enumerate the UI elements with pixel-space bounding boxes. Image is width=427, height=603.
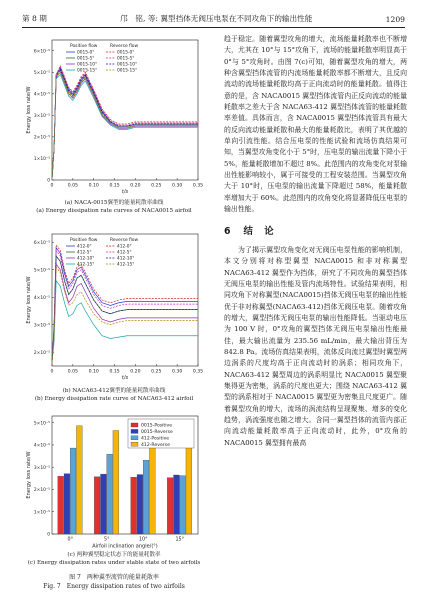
bar (76, 426, 82, 534)
legend-label: 0015-5° (117, 56, 135, 62)
x-tick-label: 0.30 (172, 369, 183, 375)
x-tick-label: 0.10 (88, 369, 99, 375)
bar (94, 477, 100, 534)
bar (70, 448, 76, 534)
bar (64, 474, 70, 534)
chart-fig7c (22, 410, 206, 558)
caption-b-en: (b) Energy dissipation rate curve of NACA63-412 airfoil (34, 396, 194, 402)
header-rule (22, 27, 405, 28)
page-number: 1209 (385, 15, 405, 24)
issue-number: 第 8 期 (22, 14, 47, 23)
caption-c-cn: (c) 两种翼型稳定状态下的能量耗散率 (67, 552, 161, 558)
y-tick-label: 5×10⁻⁵ (33, 70, 50, 76)
y-axis-label: Energy loss rate/W (26, 86, 32, 134)
series-line-reverse (52, 71, 198, 180)
y-tick-label: 4×10⁻⁵ (33, 92, 50, 98)
series-line-reverse (52, 256, 198, 363)
x-tick-label: 0 (50, 369, 54, 375)
y-tick-label: 4×10⁻⁵ (33, 443, 50, 449)
caption-c-en: (c) Energy dissipation rates under stable state of two airfoils (27, 560, 201, 566)
y-tick-label: 1×10⁻⁵ (33, 157, 50, 163)
legend-label: 0015-Positive (141, 423, 173, 429)
x-tick-label: 0.30 (172, 183, 183, 189)
paragraph: 为了揭示翼型攻角变化对无阀压电泵性能的影响机制，本文分别将对称型翼型 NACA0015 和非对称翼型 NACA63-412 翼型作为挡体，研究了不同攻角的翼型挡体无阀压电泵的输出性能及管内流场特性。试验结果表明，相同攻角下对称翼型(NACA0015)挡体无阀压电泵的输出性能优于非对称翼型(NACA63-412)挡体无阀压电泵。随着攻角的增大，翼型挡体无阀压电泵的输出性能降低。当驱动电压为 100 V 时，0°攻角的翼型挡体无阀压电泵输出性能最佳，最大输出流量为 235.56 mL/min，最大输出背压为 842.8 Pa。流场仿真结果表明，流体反向流过翼型时翼型两边涡系的尺度均高于正向流动时的涡系；相同攻角下，NACA63-412 翼型周边的涡系明显比 NACA0015 翼型聚集得更为密集，涡系的尺度也更大；围绕 NACA63-412 翼型的涡系相对于 NACA0015 翼型更为密集且尺度更广。随着翼型攻角的增大，流场的涡流结构呈现聚集、增多的变化趋势，涡流强度也随之增大。含同一翼型挡体的流管内部正向流动能量耗散率高于正向流动时，此外，0°攻角的 NACA0015 翼型拥有最高 (224, 245, 407, 447)
x-tick-label: 0.10 (88, 183, 99, 189)
y-tick-label: 3×10⁻⁵ (33, 465, 50, 471)
y-tick-label: 5×10⁻⁵ (33, 421, 50, 427)
legend-label: 412-10° (77, 256, 95, 262)
x-tick-label: 5° (104, 537, 110, 543)
chart-fig7b (22, 228, 206, 388)
legend-label: 0015-15° (117, 68, 138, 74)
series-line-reverse (52, 267, 198, 363)
legend-title: Reverse flow (110, 44, 139, 49)
bar (180, 476, 186, 534)
y-tick-label: 4×10⁻⁵ (33, 295, 50, 301)
x-tick-label: 0.05 (67, 183, 78, 189)
series-line-positive (52, 264, 198, 363)
legend-title: Positive flow (70, 238, 98, 243)
running-title: 邝 铭, 等: 翼型挡体无阀压电泵在不同攻角下的输出性能 (120, 14, 313, 23)
running-header (22, 10, 405, 24)
legend-label: 412-5° (117, 250, 132, 256)
x-tick-label: 0° (67, 537, 73, 543)
legend-swatch (131, 442, 138, 446)
legend-label: 0015-10° (117, 62, 138, 68)
y-tick-label: 5×10⁻⁵ (33, 268, 50, 274)
x-tick-label: 0.35 (192, 369, 204, 375)
bar (137, 475, 143, 534)
bar (131, 477, 137, 534)
series-line-reverse (52, 69, 198, 180)
x-tick-label: 0.05 (67, 369, 78, 375)
y-tick-label: 3×10⁻⁵ (33, 323, 50, 329)
legend-swatch (131, 436, 138, 440)
caption-a-cn: (a) NACA-0015翼型的能量耗散率曲线 (64, 200, 164, 206)
x-tick-label: 0.20 (130, 369, 141, 375)
legend-label: 412-15° (117, 262, 135, 268)
caption-b-cn: (b) NACA63-412翼型的能量耗散率曲线 (62, 388, 166, 394)
bar (149, 433, 155, 534)
series-line-positive (52, 281, 198, 364)
legend-label: 412-15° (77, 262, 95, 268)
section-heading (224, 226, 407, 237)
bar (167, 478, 173, 534)
figure-caption-cn: 图 7 两种翼型流管的能量耗散率 (69, 574, 159, 581)
legend-label: 0015-0° (77, 50, 95, 56)
legend-label: 0015-10° (77, 62, 98, 68)
x-axis-label: Airfoil inclination angle/(°) (92, 543, 158, 550)
bar (174, 475, 180, 534)
x-tick-label: 0.25 (151, 183, 162, 189)
section-number: 6 (224, 225, 232, 237)
y-axis-label: Energy loss rate/W (26, 276, 32, 324)
figure-caption-en: Fig. 7 Energy dissipation rates of two airfoils (43, 583, 185, 590)
caption-a-en: (a) Energy dissipation rate curves of NACA0015 airfoil (36, 208, 192, 214)
legend-label: 412-Positive (141, 436, 170, 442)
bar (58, 476, 64, 534)
series-line-reverse (52, 67, 198, 180)
x-tick-label: 0.15 (109, 183, 120, 189)
y-tick-label: 0 (47, 178, 50, 184)
x-tick-label: 0.25 (151, 369, 162, 375)
legend-swatch (131, 423, 138, 427)
x-tick-label: 0.15 (109, 369, 120, 375)
legend-label: 412-Reverse (141, 442, 170, 448)
section-title: 结 论 (243, 225, 275, 237)
legend-label: 0015-5° (77, 56, 95, 62)
x-tick-label: 10° (138, 537, 148, 543)
legend-title: Positive flow (70, 44, 98, 49)
legend-label: 412-5° (77, 250, 92, 256)
legend-swatch (131, 429, 138, 433)
paragraph: 趋于稳定。随着翼型攻角的增大，流场能量耗散率也不断增大，尤其在 10°与 15°攻角下，流场的能量耗散率明显高于 0°与 5°攻角时。由图 7(c)可知，随着翼型攻角的增大，两种含翼型挡体流管的内流场能量耗散率都不断增大，且反向流动的流场能量耗散均高于正向流动时的能量耗散。值得注意的是，含 NACA0015 翼型挡体流管内正反向流动的能量耗散率之差大于含 NACA63-412 翼型挡体流管的能量耗散率差值。具体而言，含 NACA0015 翼型挡体流管具有最大的反向流动能量耗散和最大的能量耗散比，表明了其优越的单向引流性能。结合压电泵的性能试验和流场仿真结果可知，当翼型攻角变化小于 5°时，压电泵的输出流量下降小于 5%，能量耗散增加不超过 8%。此范围内的攻角变化对泵输出性能影响较小，属于可接受的工程安装范围。当翼型攻角大于 10°时，压电泵的输出流量下降超过 58%，能量耗散率增加大于 60%。此范围内的攻角变化将显著降低压电泵的输出性能。 (224, 35, 407, 214)
x-axis-label: t/s (121, 375, 129, 381)
y-tick-label: 6×10⁻⁵ (33, 49, 50, 55)
y-axis-label: Energy loss rate/W (26, 451, 32, 499)
chart-fig7a (22, 32, 206, 202)
legend-label: 412-10° (117, 256, 135, 262)
y-tick-label: 2×10⁻⁵ (33, 488, 50, 494)
x-tick-label: 15° (175, 537, 185, 543)
legend-label: 412-0° (117, 244, 132, 250)
y-tick-label: 2×10⁻⁵ (33, 135, 50, 141)
y-tick-label: 2×10⁻⁵ (33, 350, 50, 356)
legend-label: 412-0° (77, 244, 92, 250)
bar (143, 460, 149, 534)
legend-title: Reverse flow (110, 238, 139, 243)
series-line-reverse (52, 66, 198, 180)
y-tick-label: 1×10⁻⁵ (33, 510, 50, 516)
x-tick-label: 0 (50, 183, 54, 189)
bar (186, 441, 192, 534)
legend-label: 0015-0° (117, 50, 135, 56)
bar (107, 454, 113, 534)
bar (113, 430, 119, 534)
y-tick-label: 3×10⁻⁵ (33, 113, 50, 119)
legend-label: 0015-Reverse (141, 430, 173, 435)
body-text-column (224, 34, 407, 449)
x-tick-label: 0.20 (130, 183, 141, 189)
y-tick-label: 0 (47, 532, 50, 538)
legend-label: 0015-15° (77, 68, 98, 74)
y-tick-label: 6×10⁻⁵ (33, 240, 50, 246)
bar (101, 474, 107, 534)
x-tick-label: 0.35 (192, 183, 204, 189)
series-line-positive (52, 70, 198, 180)
x-axis-label: t/s (121, 189, 129, 195)
